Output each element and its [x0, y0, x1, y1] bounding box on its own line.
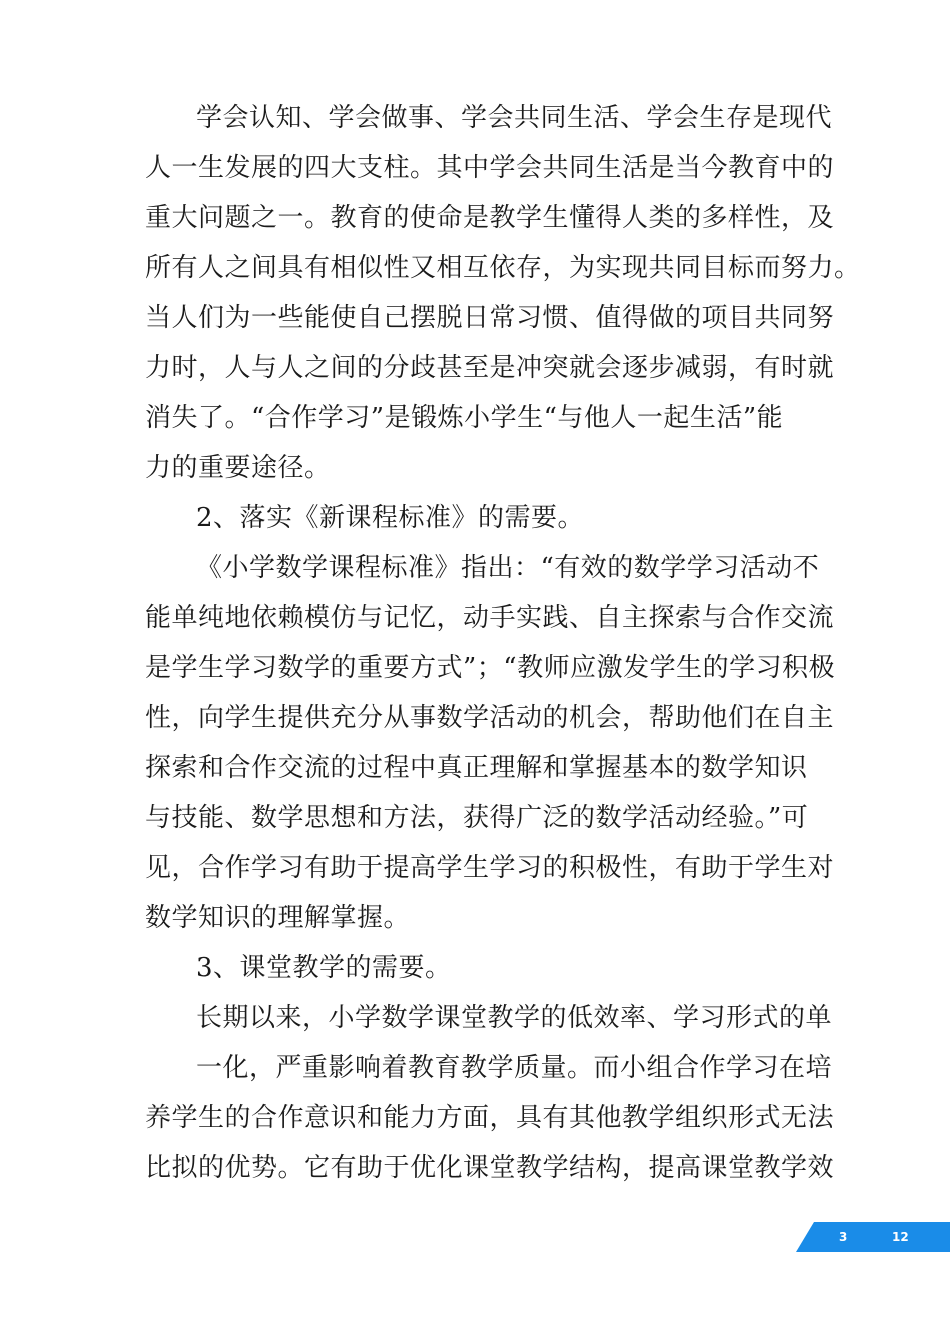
text-line: 能单纯地依赖模仿与记忆，动手实践、自主探索与合作交流	[145, 603, 835, 633]
text-line: 比拟的优势。它有助于优化课堂教学结构，提高课堂教学效	[145, 1153, 835, 1183]
text-line: 人一生发展的四大支柱。其中学会共同生活是当今教育中的	[145, 153, 835, 183]
page-number-banner	[796, 1222, 950, 1252]
text-line: 探索和合作交流的过程中真正理解和掌握基本的数学知识	[145, 753, 808, 783]
text-line: 见，合作学习有助于提高学生学习的积极性，有助于学生对	[145, 853, 835, 883]
text-line: 学会认知、学会做事、学会共同生活、学会生存是现代	[196, 103, 833, 133]
text-line: 《小学数学课程标准》指出：“有效的数学学习活动不	[196, 553, 820, 583]
current-page-number: 3	[839, 1230, 848, 1244]
text-line: 与技能、数学思想和方法，获得广泛的数学活动经验。”可	[145, 803, 809, 833]
text-line: 重大问题之一。教育的使命是教学生懂得人类的多样性，及	[145, 203, 835, 233]
text-line: 所有人之间具有相似性又相互依存，为实现共同目标而努力。	[145, 253, 861, 283]
text-line: 养学生的合作意识和能力方面，具有其他教学组织形式无法	[145, 1103, 835, 1133]
text-line: 一化，严重影响着教育教学质量。而小组合作学习在培	[196, 1053, 833, 1083]
text-line: 力的重要途径。	[145, 453, 331, 483]
section-heading: 3、课堂教学的需要。	[196, 953, 452, 983]
total-pages-number: 12	[892, 1230, 909, 1244]
text-line: 消失了。“合作学习”是锻炼小学生“与他人一起生活”能	[145, 403, 784, 433]
text-line: 当人们为一些能使自己摆脱日常习惯、值得做的项目共同努	[145, 303, 835, 333]
text-line: 数学知识的理解掌握。	[145, 903, 411, 933]
banner-shape	[796, 1222, 950, 1252]
text-line: 是学生学习数学的重要方式”；“教师应激发学生的学习积极	[145, 653, 836, 683]
text-line: 力时，人与人之间的分歧甚至是冲突就会逐步减弱，有时就	[145, 353, 835, 383]
text-line: 性，向学生提供充分从事数学活动的机会，帮助他们在自主	[145, 703, 835, 733]
text-line: 长期以来，小学数学课堂教学的低效率、学习形式的单	[196, 1003, 833, 1033]
section-heading: 2、落实《新课程标准》的需要。	[196, 503, 585, 533]
